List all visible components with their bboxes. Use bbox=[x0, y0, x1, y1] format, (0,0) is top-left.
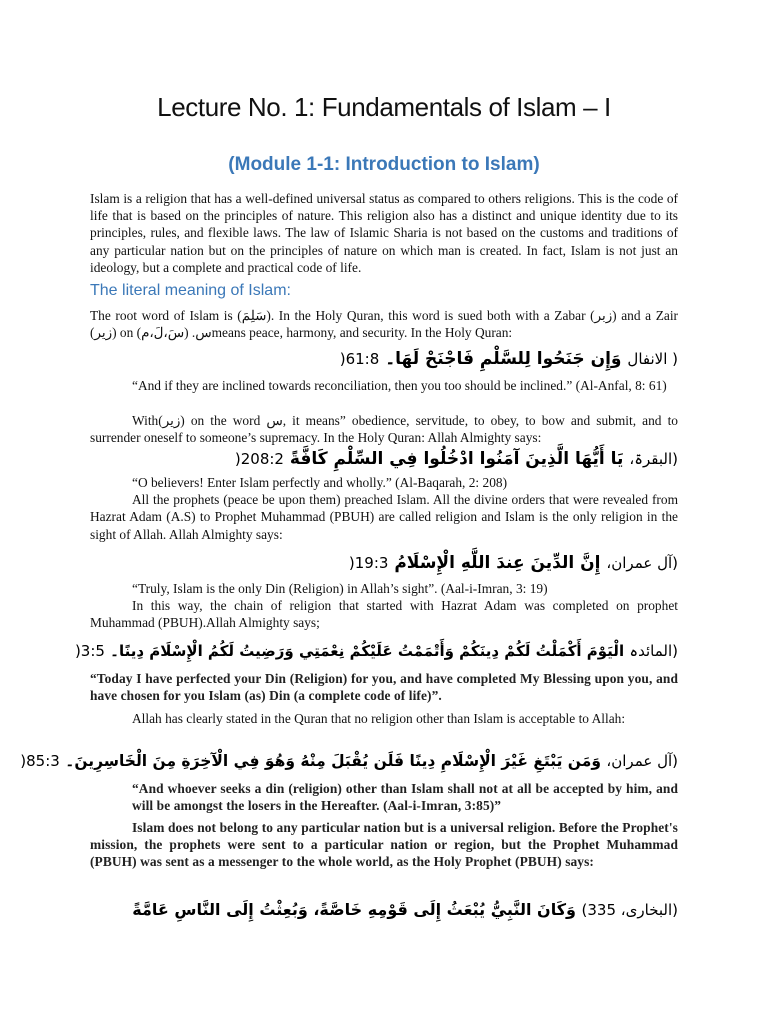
zair-paragraph: With(زیر) on the word س, it means” obedience, servitude, to obey, to bow and submit, and to surrender oneself to someone’s supremacy. In the Holy Quran: Allah Almighty says: bbox=[90, 413, 678, 446]
verse-3-arabic bbox=[349, 553, 678, 573]
verse-2-text: يَا أَيُّهَا الَّذِينَ آمَنُوا ادْخُلُوا فِي السِّلْمِ كَافَّةً bbox=[289, 449, 624, 469]
verse-1-ref-ar: ( الانفال bbox=[627, 350, 678, 368]
verse-5-block bbox=[90, 780, 678, 814]
intro-paragraph: Islam is a religion that has a well-defined universal status as compared to others religions. This is the code of life that is based on the principles of nature. This religion also has a distinct and unique identity due to its principles, rules, and flexible laws. The law of Islamic Sharia is not based on the customs and traditions of any particular nation but on the principles of nature on which man is created. In fact, Islam is not just an ideology, but a complete and practical code of life. bbox=[90, 191, 678, 275]
chain-paragraph: In this way, the chain of religion that started with Hazrat Adam was completed on prophet Muhammad (PBUH).Allah Almighty says; bbox=[90, 598, 678, 631]
hadith-arabic bbox=[132, 900, 678, 919]
verse-3-block bbox=[90, 580, 678, 632]
verse-4-text: الْيَوْمَ أَكْمَلْتُ لَكُمْ دِينَكُمْ وَأَتْمَمْتُ عَلَيْكُمْ نِعْمَتِي وَرَضِيتُ لَكُمُ الْإِسْلَامَ دِينًا۔ bbox=[110, 642, 625, 660]
verse-2-translation: “O believers! Enter Islam perfectly and wholly.” (Al-Baqarah, 2: 208) bbox=[132, 475, 508, 490]
verse-5-text: وَمَن يَبْتَغِ غَيْرَ الْإِسْلَامِ دِينًا فَلَن يُقْبَلَ مِنْهُ وَهُوَ فِي الْآخِرَةِ مِنَ الْخَاسِرِينَ۔ bbox=[65, 752, 601, 770]
intro-block bbox=[90, 190, 678, 276]
verse-4-arabic bbox=[75, 642, 678, 660]
verse-3-ref-ar: (آل عمران، bbox=[606, 554, 678, 572]
prophets-paragraph: All the prophets (peace be upon them) preached Islam. All the divine orders that were revealed from Hazrat Adam (A.S) to Prophet Muhammad (PBUH) are called religion and Islam is the only religion in the sight of Allah. Allah Almighty says: bbox=[90, 492, 678, 542]
verse-5-ref-ar: (آل عمران، bbox=[606, 752, 678, 770]
verse-2-ref: 208:2( bbox=[234, 450, 284, 468]
verse-4-ref-ar: (المائدہ bbox=[629, 642, 678, 660]
hadith-ref-ar: (البخاری، 335) bbox=[581, 901, 678, 919]
verse-2-arabic bbox=[235, 449, 678, 469]
root-block bbox=[90, 307, 678, 341]
verse-1-ref: 61:8( bbox=[339, 350, 380, 368]
universal-block bbox=[90, 819, 678, 871]
verse-1-block bbox=[90, 377, 678, 394]
verse-5-ref: 85:3( bbox=[20, 752, 60, 770]
verse-1-translation: “And if they are inclined towards reconciliation, then you too should be inclined.” (Al-Anfal, 8: 61) bbox=[132, 378, 667, 393]
hadith-text: وَكَانَ النَّبِيُّ يُبْعَثُ إِلَى قَوْمِهِ خَاصَّةً، وَبُعِثْتُ إِلَى النَّاسِ عَامَّةً bbox=[132, 900, 576, 919]
root-paragraph: The root word of Islam is (سَلِمَ). In the Holy Quran, this word is sued both with a Zabar (زبر) and a Zair (زیر) on س. (سَ،لَ،م)means peace, harmony, and security. In the Holy Quran: bbox=[90, 308, 678, 341]
module-subtitle: (Module 1-1: Introduction to Islam) bbox=[228, 154, 540, 175]
page-title: Lecture No. 1: Fundamentals of Islam – I bbox=[157, 92, 611, 122]
verse-5-translation: “And whoever seeks a din (religion) other than Islam shall not at all be accepted by him, and will be amongst the losers in the Hereafter. (Aal-i-Imran, 3:85)” bbox=[132, 781, 678, 814]
verse-3-translation: “Truly, Islam is the only Din (Religion) in Allah’s sight”. (Aal-i-Imran, 3: 19) bbox=[132, 581, 548, 596]
verse-1-arabic bbox=[340, 348, 678, 369]
allah-paragraph: Allah has clearly stated in the Quran that no religion other than Islam is acceptable to Allah: bbox=[132, 711, 626, 726]
verse-2-block bbox=[90, 474, 678, 543]
allah-block bbox=[90, 710, 678, 727]
verse-5-arabic bbox=[20, 752, 678, 770]
verse-4-translation: “Today I have perfected your Din (Religion) for you, and have completed My Blessing upon you, and have chosen for you Islam (as) Din (a complete code of life)”. bbox=[90, 671, 678, 704]
verse-3-text: إِنَّ الدِّينَ عِندَ اللَّهِ الْإِسْلَامُ bbox=[394, 553, 601, 573]
verse-3-ref: 19:3( bbox=[348, 554, 389, 572]
verse-2-ref-ar: (البقرۃ، bbox=[629, 450, 678, 468]
zair-block bbox=[90, 412, 678, 446]
universal-paragraph: Islam does not belong to any particular nation but is a universal religion. Before the Prophet's mission, the prophets were sent to a particular nation or region, but the Prophet Muhammad (PBUH) was sent as a messenger to the whole world, as the Holy Prophet (PBUH) says: bbox=[90, 820, 678, 870]
verse-1-text: وَإِن جَنَحُوا لِلسَّلْمِ فَاجْنَحْ لَهَا۔ bbox=[385, 349, 622, 369]
section-heading: The literal meaning of Islam: bbox=[90, 282, 291, 299]
verse-4-ref: 3:5( bbox=[74, 642, 105, 660]
verse-4-block bbox=[90, 670, 678, 704]
